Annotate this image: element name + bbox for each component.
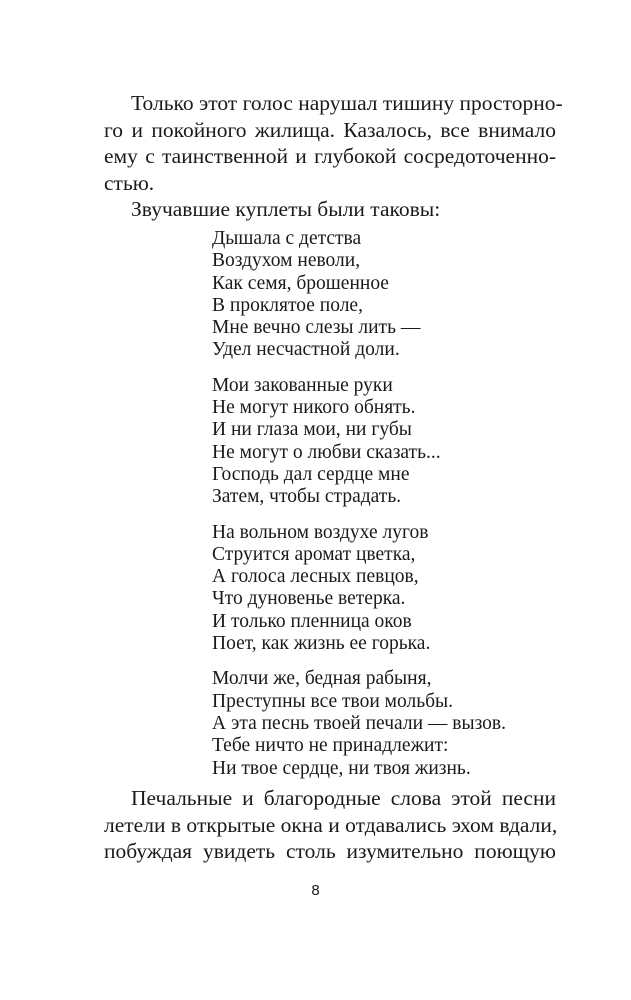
- poem: [212, 228, 506, 793]
- prose-line: летели в открытые окна и отдавались эхом вдали,: [104, 812, 558, 837]
- prose-line: ему с таинственной и глубокой сосредоточенно-: [104, 144, 556, 168]
- poem-line: Что дуновенье ветерка.: [212, 588, 406, 610]
- poem-line: Удел несчастной доли.: [212, 339, 400, 361]
- poem-line: Мне вечно слезы лить —: [212, 317, 421, 339]
- poem-line: В проклятое поле,: [212, 294, 363, 316]
- poem-line: Дышала с детства: [212, 228, 362, 249]
- poem-line: На вольном воздухе лугов: [212, 521, 429, 543]
- prose-block-top: [104, 90, 563, 223]
- prose-line: побуждая увидеть столь изумительно поющую: [104, 839, 556, 863]
- poem-line: Молчи же, бедная рабыня,: [212, 668, 432, 690]
- poem-line: И ни глаза мои, ни губы: [212, 419, 412, 441]
- poem-line: Воздухом неволи,: [212, 250, 361, 272]
- poem-stanza: [212, 375, 506, 509]
- poem-stanza: [212, 522, 506, 656]
- page-number: 8: [311, 882, 320, 899]
- poem-line: Не могут о любви сказать...: [212, 441, 441, 463]
- poem-line: Струится аромат цветка,: [212, 543, 416, 565]
- poem-line: Преступны все твои мольбы.: [212, 690, 454, 712]
- poem-stanza: [212, 228, 506, 362]
- poem-line: А голоса лесных певцов,: [212, 566, 419, 588]
- poem-line: И только пленница оков: [212, 610, 412, 632]
- poem-line: Поет, как жизнь ее горька.: [212, 633, 431, 655]
- poem-line: Тебе ничто не принадлежит:: [212, 735, 449, 757]
- prose-line: го и покойного жилища. Казалось, все внимало: [104, 117, 556, 142]
- prose-line: Звучавшие куплеты были таковы:: [131, 197, 441, 221]
- prose-line: Печальные и благородные слова этой песни: [131, 786, 556, 810]
- poem-stanza: [212, 668, 506, 779]
- poem-line: Мои закованные руки: [212, 374, 393, 396]
- poem-line: Не могут никого обнять.: [212, 397, 416, 419]
- prose-line: стью.: [104, 170, 155, 195]
- poem-line: Господь дал сердце мне: [212, 463, 410, 485]
- poem-line: А эта песнь твоей печали — вызов.: [212, 712, 506, 734]
- prose-block-bottom: [104, 785, 556, 865]
- poem-line: Как семя, брошенное: [212, 272, 389, 294]
- poem-line: Ни твое сердце, ни твоя жизнь.: [212, 757, 471, 779]
- poem-line: Затем, чтобы страдать.: [212, 486, 402, 508]
- prose-line: Только этот голос нарушал тишину просторно-: [131, 91, 563, 115]
